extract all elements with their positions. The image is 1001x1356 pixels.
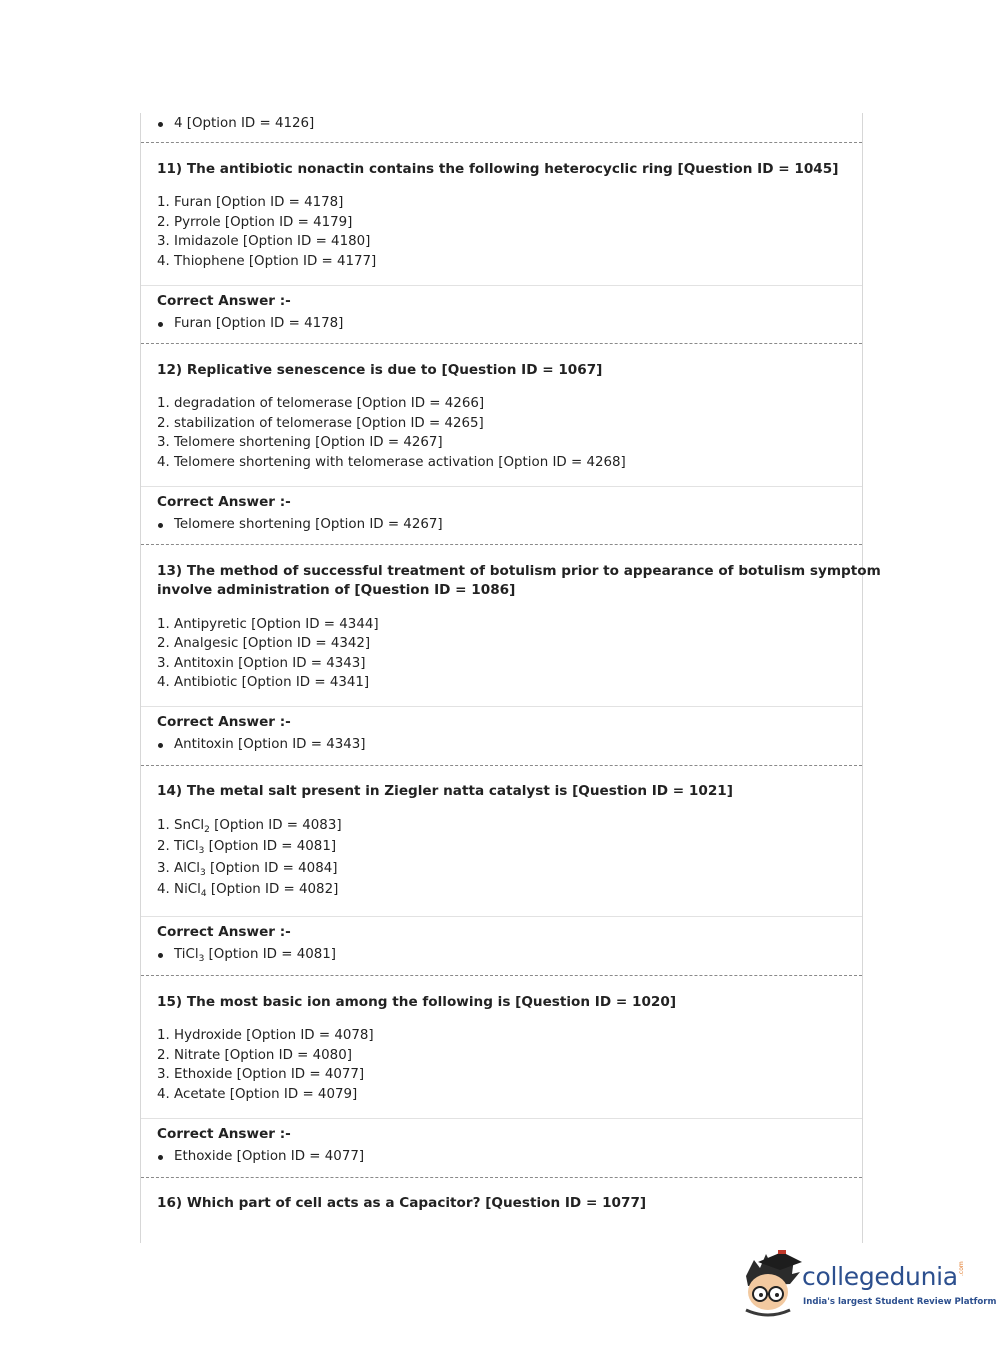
divider: [141, 916, 862, 917]
answer-text: Ethoxide [Option ID = 4077]: [174, 1149, 365, 1164]
separator: [141, 343, 862, 344]
bullet: [158, 743, 163, 748]
answer-text: Telomere shortening [Option ID = 4267]: [174, 517, 443, 532]
option: 2. Nitrate [Option ID = 4080]: [157, 1048, 352, 1063]
question-title-cont: involve administration of [Question ID = 1086]: [157, 582, 516, 598]
brand-tagline: India's largest Student Review Platform: [803, 1297, 997, 1307]
divider: [141, 1118, 862, 1119]
separator: [141, 142, 862, 143]
answer-text: TiCl$_3$ [Option ID = 4081]: [174, 947, 337, 964]
option: 2. Pyrrole [Option ID = 4179]: [157, 215, 353, 230]
option: 4. Acetate [Option ID = 4079]: [157, 1087, 358, 1102]
option: 4. NiCl$_4$ [Option ID = 4082]: [157, 882, 339, 899]
option: 3. AlCl$_3$ [Option ID = 4084]: [157, 861, 338, 878]
answer-text: 4 [Option ID = 4126]: [174, 116, 315, 131]
bullet: [158, 322, 163, 327]
option: 1. Antipyretic [Option ID = 4344]: [157, 617, 379, 632]
option: 2. stabilization of telomerase [Option ID = 4265]: [157, 416, 484, 431]
divider: [141, 285, 862, 286]
correct-answer-label: Correct Answer :-: [157, 924, 291, 940]
option: 1. Hydroxide [Option ID = 4078]: [157, 1028, 374, 1043]
question-title: 15) The most basic ion among the following is [Question ID = 1020]: [157, 994, 677, 1010]
option: 3. Antitoxin [Option ID = 4343]: [157, 656, 366, 671]
option: 2. TiCl$_3$ [Option ID = 4081]: [157, 839, 337, 856]
option: 3. Imidazole [Option ID = 4180]: [157, 234, 371, 249]
bullet: [158, 1155, 163, 1160]
option: 3. Ethoxide [Option ID = 4077]: [157, 1067, 365, 1082]
bullet: [158, 953, 163, 958]
option: 4. Telomere shortening with telomerase activation [Option ID = 4268]: [157, 455, 626, 470]
question-title: 14) The metal salt present in Ziegler natta catalyst is [Question ID = 1021]: [157, 783, 733, 799]
option: 2. Analgesic [Option ID = 4342]: [157, 636, 371, 651]
separator: [141, 765, 862, 766]
option: 1. Furan [Option ID = 4178]: [157, 195, 344, 210]
option: 3. Telomere shortening [Option ID = 4267]: [157, 435, 443, 450]
answer-text: Furan [Option ID = 4178]: [174, 316, 344, 331]
answer-text: Antitoxin [Option ID = 4343]: [174, 737, 366, 752]
question-title: 11) The antibiotic nonactin contains the following heterocyclic ring [Question ID = 1045]: [157, 161, 839, 177]
bullet: [158, 523, 163, 528]
bullet: [158, 122, 163, 127]
brand-name: collegedunia: [802, 1262, 958, 1291]
separator: [141, 544, 862, 545]
brand-dotcom: .com: [958, 1261, 965, 1276]
question-title: 13) The method of successful treatment of botulism prior to appearance of botulism symptom: [157, 563, 881, 579]
correct-answer-label: Correct Answer :-: [157, 494, 291, 510]
option: 4. Antibiotic [Option ID = 4341]: [157, 675, 370, 690]
correct-answer-label: Correct Answer :-: [157, 714, 291, 730]
correct-answer-label: Correct Answer :-: [157, 293, 291, 309]
divider: [141, 486, 862, 487]
question-title: 16) Which part of cell acts as a Capacitor? [Question ID = 1077]: [157, 1195, 647, 1211]
separator: [141, 975, 862, 976]
question-sheet: [140, 113, 881, 1243]
question-title: 12) Replicative senescence is due to [Question ID = 1067]: [157, 362, 603, 378]
correct-answer-label: Correct Answer :-: [157, 1126, 291, 1142]
option: 4. Thiophene [Option ID = 4177]: [157, 254, 377, 269]
divider: [141, 706, 862, 707]
separator: [141, 1177, 862, 1178]
option: 1. degradation of telomerase [Option ID = 4266]: [157, 396, 485, 411]
option: 1. SnCl$_2$ [Option ID = 4083]: [157, 818, 342, 835]
